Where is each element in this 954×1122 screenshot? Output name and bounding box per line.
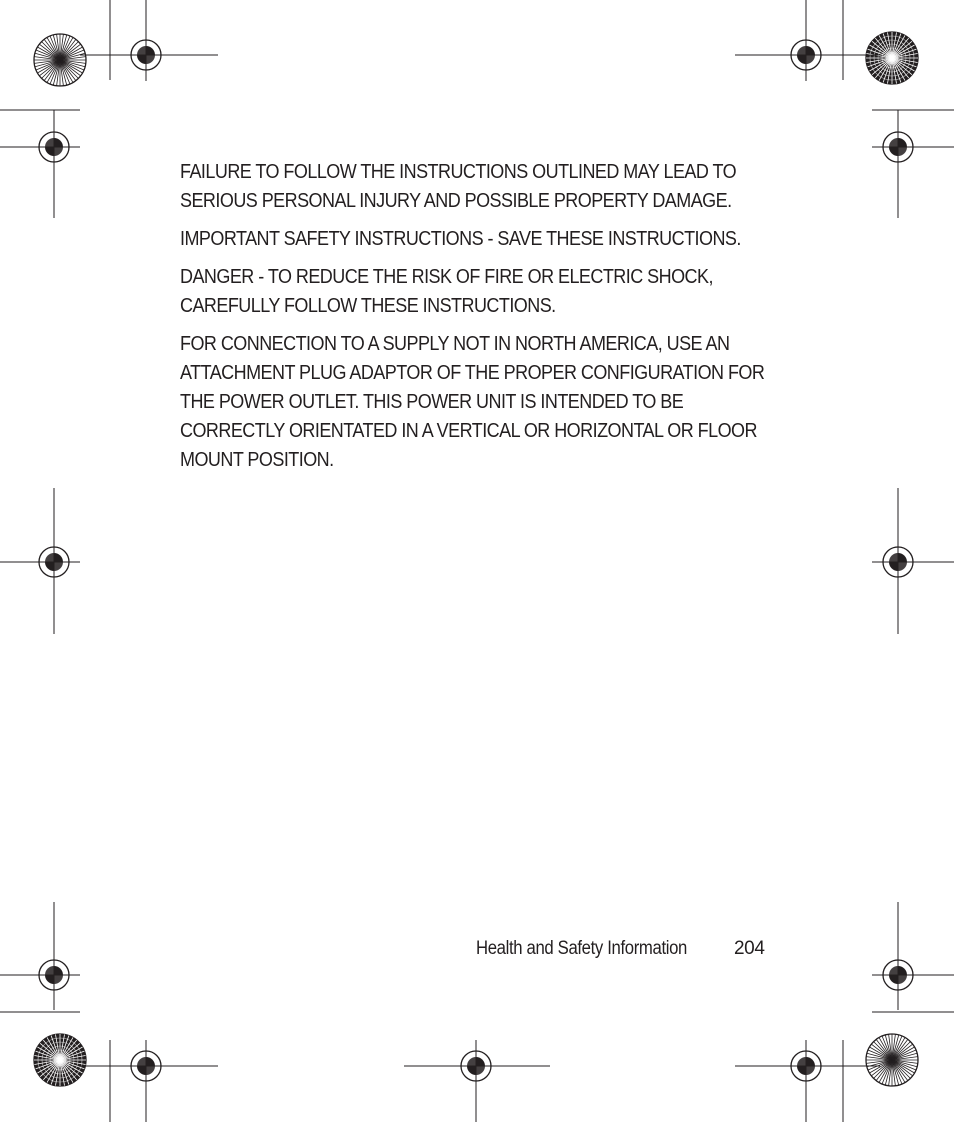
starburst-target-icon (34, 34, 86, 86)
danger-paragraph: DANGER - TO REDUCE THE RISK OF FIRE OR ELECTRIC SHOCK, CAREFULLY FOLLOW THESE INSTRUCTIONS. (180, 266, 713, 317)
safety-instructions-paragraph: IMPORTANT SAFETY INSTRUCTIONS - SAVE THESE INSTRUCTIONS. (180, 228, 741, 250)
document-body (180, 158, 780, 484)
page-number: 204 (734, 938, 765, 959)
starburst-target-icon (866, 1034, 918, 1086)
warning-paragraph: FAILURE TO FOLLOW THE INSTRUCTIONS OUTLINED MAY LEAD TO SERIOUS PERSONAL INJURY AND POSSIBLE PROPERTY DAMAGE. (180, 161, 737, 212)
starburst-target-icon (866, 32, 918, 84)
starburst-target-icon (34, 1034, 86, 1086)
footer-section-title: Health and Safety Information (476, 938, 688, 959)
connection-paragraph: FOR CONNECTION TO A SUPPLY NOT IN NORTH AMERICA, USE AN ATTACHMENT PLUG ADAPTOR OF THE PROPER CONFIGURATION FOR THE POWER OUTLET. THIS POWER UNIT IS INTENDED TO BE CORRECTLY ORIENTATED IN A VERTICAL OR HORIZONTAL OR FLOOR MOUNT POSITION. (180, 333, 765, 471)
